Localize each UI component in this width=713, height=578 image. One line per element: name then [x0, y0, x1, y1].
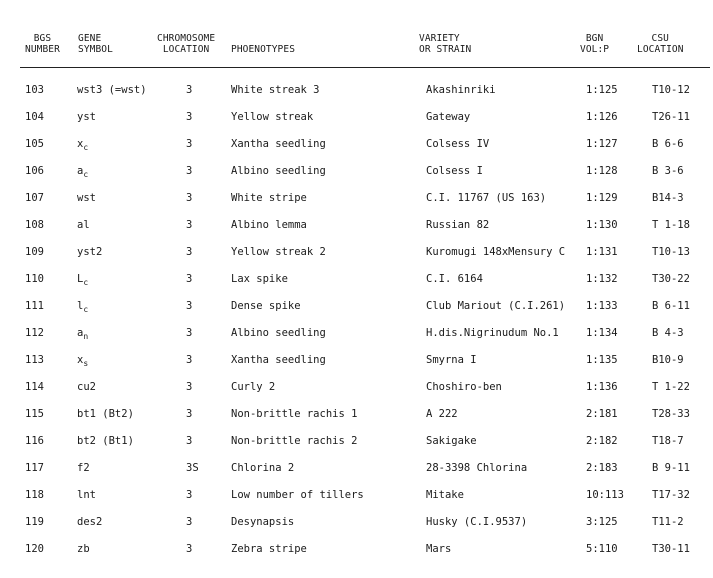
- header-variety-line2: OR STRAIN: [419, 44, 472, 55]
- header-gene-symbol-line1: GENE: [78, 33, 102, 44]
- gene-symbol-cell: [77, 192, 96, 208]
- variety-cell: Choshiro-ben: [426, 381, 502, 393]
- bgs-number-cell: 109: [25, 246, 44, 258]
- gene-symbol-text: bt1 (Bt2): [77, 408, 134, 420]
- csu-location-cell: T28-33: [652, 408, 690, 420]
- variety-cell: Gateway: [426, 111, 471, 123]
- chromosome-cell: 3: [186, 516, 193, 528]
- bgs-number-cell: 118: [25, 489, 44, 501]
- header-bgn-line2: VOL:P: [580, 44, 610, 55]
- bgn-cell: 1:130: [586, 219, 618, 231]
- bgs-number-cell: 112: [25, 327, 44, 339]
- header-chromosome-line1: CHROMOSOME: [157, 33, 216, 44]
- header-variety-or-strain: [419, 33, 471, 55]
- gene-symbol-text: x: [77, 138, 84, 150]
- bgn-cell: 1:126: [586, 111, 618, 123]
- phenotype-cell: Non-brittle rachis 1: [231, 408, 358, 420]
- gene-symbol-text: zb: [77, 543, 90, 555]
- phenotype-cell: Low number of tillers: [231, 489, 364, 501]
- chromosome-cell: 3: [186, 84, 193, 96]
- bgn-cell: 1:125: [586, 84, 618, 96]
- variety-cell: Kuromugi 148xMensury C: [426, 246, 566, 258]
- bgs-number-cell: 103: [25, 84, 44, 96]
- table-row: [0, 354, 713, 381]
- phenotype-cell: Non-brittle rachis 2: [231, 435, 358, 447]
- gene-symbol-cell: [77, 84, 147, 100]
- bgs-number-cell: 110: [25, 273, 44, 285]
- gene-symbol-cell: [77, 543, 90, 559]
- gene-symbol-cell: [77, 435, 134, 451]
- variety-cell: Sakigake: [426, 435, 477, 447]
- header-chromosome-location: [157, 33, 215, 55]
- csu-location-cell: T10-13: [652, 246, 690, 258]
- header-gene-symbol-line2: SYMBOL: [78, 44, 113, 55]
- gene-symbol-cell: [77, 273, 88, 289]
- gene-symbol-cell: [77, 327, 88, 343]
- chromosome-cell: 3: [186, 300, 193, 312]
- table-row: [0, 246, 713, 273]
- bgs-number-cell: 119: [25, 516, 44, 528]
- phenotype-cell: Yellow streak: [231, 111, 314, 123]
- chromosome-cell: 3: [186, 165, 193, 177]
- bgn-cell: 5:110: [586, 543, 618, 555]
- table-row: [0, 327, 713, 354]
- phenotype-cell: White stripe: [231, 192, 307, 204]
- csu-location-cell: T 1-18: [652, 219, 690, 231]
- phenotype-cell: Albino lemma: [231, 219, 307, 231]
- chromosome-cell: 3: [186, 327, 193, 339]
- phenotype-cell: Yellow streak 2: [231, 246, 326, 258]
- bgn-cell: 2:181: [586, 408, 618, 420]
- bgs-number-cell: 114: [25, 381, 44, 393]
- bgn-cell: 2:183: [586, 462, 618, 474]
- gene-symbol-cell: [77, 111, 96, 127]
- gene-symbol-subscript: c: [83, 170, 89, 179]
- csu-location-cell: T10-12: [652, 84, 690, 96]
- chromosome-cell: 3: [186, 354, 193, 366]
- table-row: [0, 84, 713, 111]
- bgs-number-cell: 115: [25, 408, 44, 420]
- phenotype-cell: Albino seedling: [231, 327, 326, 339]
- header-csu-line1: CSU: [651, 33, 670, 44]
- gene-symbol-cell: [77, 219, 90, 235]
- phenotype-cell: Curly 2: [231, 381, 276, 393]
- gene-symbol-subscript: c: [83, 143, 89, 152]
- gene-symbol-cell: [77, 300, 88, 316]
- bgn-cell: 1:136: [586, 381, 618, 393]
- variety-cell: Club Mariout (C.I.261): [426, 300, 566, 312]
- variety-cell: A 222: [426, 408, 458, 420]
- chromosome-cell: 3: [186, 489, 193, 501]
- bgs-number-cell: 117: [25, 462, 44, 474]
- bgn-cell: 3:125: [586, 516, 618, 528]
- phenotype-cell: White streak 3: [231, 84, 320, 96]
- variety-cell: Russian 82: [426, 219, 490, 231]
- gene-symbol-text: des2: [77, 516, 103, 528]
- csu-location-cell: B14-3: [652, 192, 684, 204]
- bgs-number-cell: 106: [25, 165, 44, 177]
- csu-location-cell: T30-11: [652, 543, 690, 555]
- table-row: [0, 435, 713, 462]
- chromosome-cell: 3: [186, 408, 193, 420]
- header-bgs-number: [25, 33, 60, 55]
- gene-symbol-text: yst2: [77, 246, 103, 258]
- chromosome-cell: 3: [186, 219, 193, 231]
- chromosome-cell: 3: [186, 111, 193, 123]
- gene-symbol-cell: [77, 354, 88, 370]
- gene-symbol-text: lnt: [77, 489, 96, 501]
- variety-cell: 28-3398 Chlorina: [426, 462, 528, 474]
- bgn-cell: 1:127: [586, 138, 618, 150]
- header-variety-line1: VARIETY: [419, 33, 460, 44]
- bgn-cell: 1:133: [586, 300, 618, 312]
- bgn-cell: 1:134: [586, 327, 618, 339]
- variety-cell: Mitake: [426, 489, 464, 501]
- table-row: [0, 381, 713, 408]
- variety-cell: Husky (C.I.9537): [426, 516, 528, 528]
- gene-symbol-text: wst: [77, 192, 96, 204]
- bgs-number-cell: 105: [25, 138, 44, 150]
- table-row: [0, 543, 713, 570]
- bgs-number-cell: 120: [25, 543, 44, 555]
- header-chromosome-line2: LOCATION: [162, 44, 210, 55]
- header-bgs-number-line1: BGS: [33, 33, 52, 44]
- gene-symbol-text: cu2: [77, 381, 96, 393]
- csu-location-cell: B10-9: [652, 354, 684, 366]
- csu-location-cell: B 6-6: [652, 138, 684, 150]
- variety-cell: C.I. 6164: [426, 273, 483, 285]
- csu-location-cell: T11-2: [652, 516, 684, 528]
- bgs-number-cell: 107: [25, 192, 44, 204]
- gene-symbol-cell: [77, 408, 134, 424]
- variety-cell: Colsess IV: [426, 138, 490, 150]
- gene-symbol-text: a: [77, 165, 84, 177]
- gene-symbol-subscript: n: [83, 332, 89, 341]
- variety-cell: Colsess I: [426, 165, 483, 177]
- table-row: [0, 165, 713, 192]
- bgs-number-cell: 108: [25, 219, 44, 231]
- bgs-number-cell: 116: [25, 435, 44, 447]
- phenotype-cell: Desynapsis: [231, 516, 295, 528]
- gene-symbol-text: al: [77, 219, 90, 231]
- chromosome-cell: 3S: [186, 462, 199, 474]
- variety-cell: H.dis.Nigrinudum No.1: [426, 327, 559, 339]
- header-bgn-vol-p: [580, 33, 609, 55]
- gene-symbol-cell: [77, 516, 102, 532]
- csu-location-cell: B 9-11: [652, 462, 690, 474]
- table-row: [0, 138, 713, 165]
- variety-cell: Akashinriki: [426, 84, 496, 96]
- gene-symbol-cell: [77, 462, 90, 478]
- csu-location-cell: B 6-11: [652, 300, 690, 312]
- gene-symbol-text: bt2 (Bt1): [77, 435, 134, 447]
- table-row: [0, 192, 713, 219]
- gene-symbol-cell: [77, 381, 96, 397]
- table-row: [0, 219, 713, 246]
- variety-cell: Mars: [426, 543, 452, 555]
- header-phenotypes-label: PHOENOTYPES: [231, 44, 296, 55]
- header-bgn-line1: BGN: [585, 33, 604, 44]
- gene-symbol-text: a: [77, 327, 84, 339]
- header-gene-symbol: [78, 33, 113, 55]
- gene-symbol-subscript: c: [83, 305, 89, 314]
- chromosome-cell: 3: [186, 381, 193, 393]
- table-row: [0, 516, 713, 543]
- csu-location-cell: B 4-3: [652, 327, 684, 339]
- gene-symbol-subscript: s: [83, 359, 89, 368]
- bgn-cell: 2:182: [586, 435, 618, 447]
- chromosome-cell: 3: [186, 273, 193, 285]
- bgn-cell: 10:113: [586, 489, 624, 501]
- csu-location-cell: T 1-22: [652, 381, 690, 393]
- table-row: [0, 273, 713, 300]
- phenotype-cell: Dense spike: [231, 300, 301, 312]
- gene-symbol-cell: [77, 246, 102, 262]
- phenotype-cell: Zebra stripe: [231, 543, 307, 555]
- phenotype-cell: Chlorina 2: [231, 462, 295, 474]
- gene-symbol-text: f2: [77, 462, 90, 474]
- table-row: [0, 462, 713, 489]
- gene-symbol-text: L: [77, 273, 84, 285]
- bgn-cell: 1:135: [586, 354, 618, 366]
- gene-symbol-cell: [77, 138, 88, 154]
- gene-symbol-cell: [77, 489, 96, 505]
- chromosome-cell: 3: [186, 435, 193, 447]
- bgn-cell: 1:132: [586, 273, 618, 285]
- gene-symbol-cell: [77, 165, 88, 181]
- csu-location-cell: T26-11: [652, 111, 690, 123]
- gene-symbol-text: yst: [77, 111, 96, 123]
- gene-symbol-text: l: [77, 300, 84, 312]
- header-bgs-number-line2: NUMBER: [25, 44, 60, 55]
- gene-symbol-text: x: [77, 354, 84, 366]
- table-row: [0, 111, 713, 138]
- chromosome-cell: 3: [186, 543, 193, 555]
- csu-location-cell: T30-22: [652, 273, 690, 285]
- phenotype-cell: Lax spike: [231, 273, 288, 285]
- variety-cell: C.I. 11767 (US 163): [426, 192, 547, 204]
- bgs-number-cell: 104: [25, 111, 44, 123]
- csu-location-cell: B 3-6: [652, 165, 684, 177]
- csu-location-cell: T18-7: [652, 435, 684, 447]
- table-row: [0, 408, 713, 435]
- bgn-cell: 1:129: [586, 192, 618, 204]
- header-divider-rule: [20, 67, 710, 68]
- bgn-cell: 1:128: [586, 165, 618, 177]
- header-phenotypes: [231, 44, 295, 55]
- header-csu-line2: LOCATION: [637, 44, 684, 55]
- header-csu-location: [637, 33, 684, 55]
- chromosome-cell: 3: [186, 192, 193, 204]
- phenotype-cell: Xantha seedling: [231, 138, 326, 150]
- table-row: [0, 300, 713, 327]
- chromosome-cell: 3: [186, 246, 193, 258]
- gene-symbol-subscript: c: [83, 278, 89, 287]
- variety-cell: Smyrna I: [426, 354, 477, 366]
- gene-symbol-text: wst3 (=wst): [77, 84, 147, 96]
- phenotype-cell: Albino seedling: [231, 165, 326, 177]
- bgs-number-cell: 113: [25, 354, 44, 366]
- table-row: [0, 489, 713, 516]
- csu-location-cell: T17-32: [652, 489, 690, 501]
- bgs-number-cell: 111: [25, 300, 44, 312]
- phenotype-cell: Xantha seedling: [231, 354, 326, 366]
- bgn-cell: 1:131: [586, 246, 618, 258]
- chromosome-cell: 3: [186, 138, 193, 150]
